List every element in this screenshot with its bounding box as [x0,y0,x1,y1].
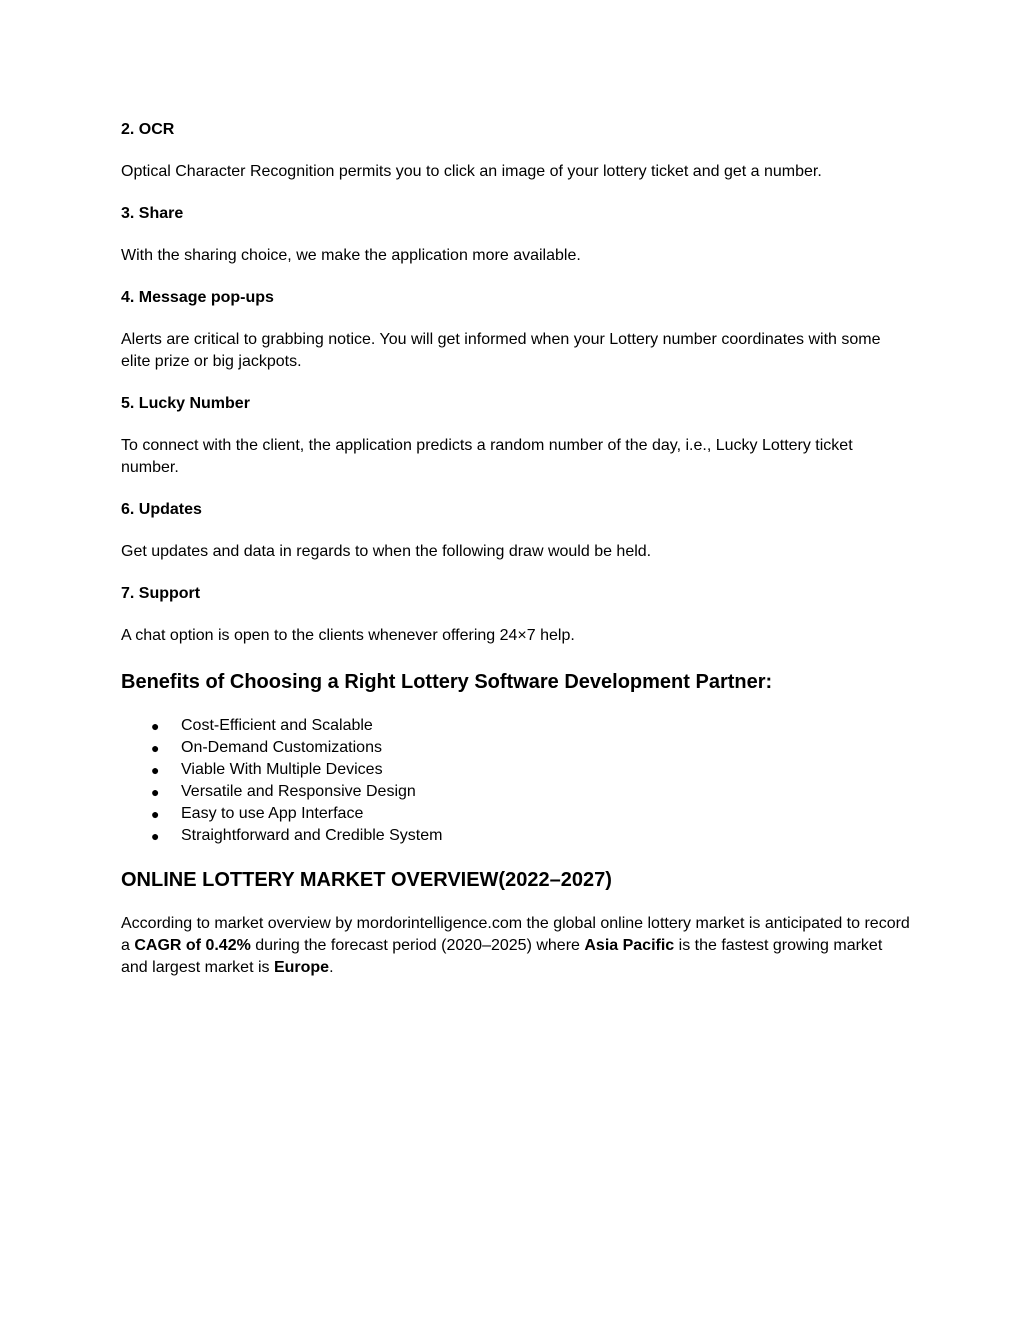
section-heading-share: 3. Share [121,205,184,222]
section-body-message-popups: Alerts are critical to grabbing notice. You will get informed when your Lottery number coordinates with some elite prize or big jackpots. [121,331,881,370]
section-body-ocr: Optical Character Recognition permits you to click an image of your lottery ticket and get a number. [121,163,822,180]
section-body-support: A chat option is open to the clients whenever offering 24×7 help. [121,627,575,644]
largest-region-highlight: Europe [273,959,330,976]
bullet-icon: ● [151,828,160,844]
cagr-highlight: CAGR of 0.42% [134,937,251,954]
section-body-updates: Get updates and data in regards to when the following draw would be held. [121,543,652,560]
document-page [121,119,911,979]
section-heading-message-popups: 4. Message pop-ups [121,289,274,306]
fastest-region-highlight: Asia Pacific [584,937,675,954]
list-item [121,781,911,803]
bullet-icon: ● [151,762,160,778]
section-heading-updates: 6. Updates [121,501,202,518]
market-overview-paragraph [121,913,911,979]
list-item-text: Straightforward and Credible System [181,827,443,844]
section-heading-ocr: 2. OCR [121,121,175,138]
market-text-part: . [329,959,334,976]
list-item [121,825,911,847]
benefits-list [121,715,911,847]
list-item [121,803,911,825]
bullet-icon: ● [151,784,160,800]
list-item-text: Versatile and Responsive Design [181,783,416,800]
market-text-part: during the forecast period (2020–2025) where [250,937,585,954]
section-body-share: With the sharing choice, we make the application more available. [121,247,581,264]
list-item [121,759,911,781]
list-item [121,715,911,737]
bullet-icon: ● [151,718,160,734]
market-overview-heading: ONLINE LOTTERY MARKET OVERVIEW(2022–2027) [121,869,612,891]
market-text-part: According to market overview by mordorintelligence.com the global online lottery market is anticipated to record a [121,915,910,954]
list-item-text: On-Demand Customizations [181,739,382,756]
list-item-text: Cost-Efficient and Scalable [181,717,373,734]
section-heading-support: 7. Support [121,585,201,602]
benefits-heading: Benefits of Choosing a Right Lottery Software Development Partner: [121,671,773,693]
list-item-text: Easy to use App Interface [181,805,364,822]
list-item-text: Viable With Multiple Devices [181,761,383,778]
list-item [121,737,911,759]
section-body-lucky-number: To connect with the client, the application predicts a random number of the day, i.e., Lucky Lottery ticket number. [121,437,853,476]
bullet-icon: ● [151,740,160,756]
market-text-part: is the fastest growing market and largest market is [121,937,883,976]
section-heading-lucky-number: 5. Lucky Number [121,395,250,412]
bullet-icon: ● [151,806,160,822]
